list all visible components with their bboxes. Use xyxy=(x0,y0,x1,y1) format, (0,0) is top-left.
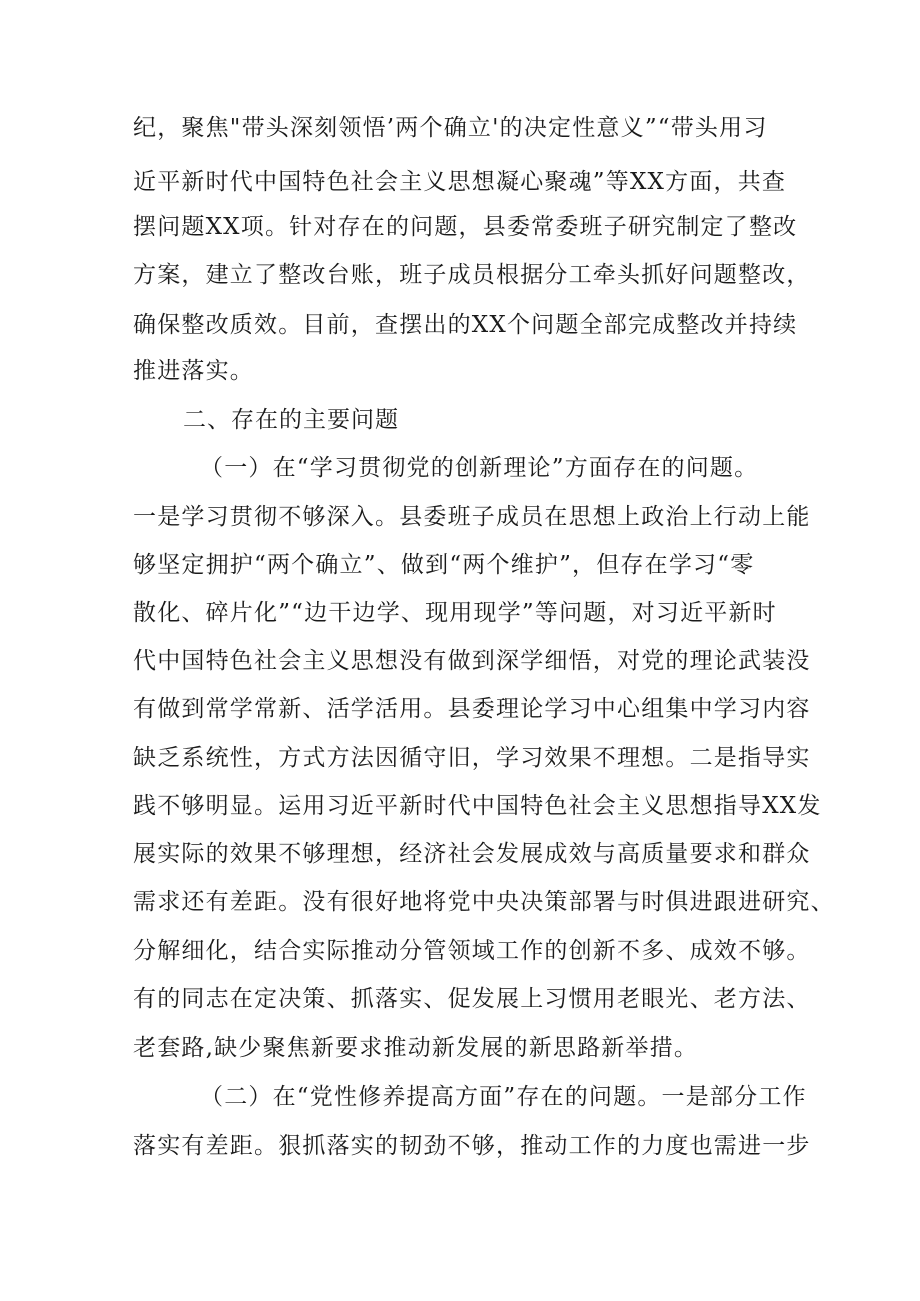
paragraph-line: 近平新时代中国特色社会主义思想凝心聚魂”等XX方面，共查 xyxy=(133,169,787,195)
paragraph-line: 一是学习贯彻不够深入。县委班子成员在思想上政治上行动上能 xyxy=(133,504,811,530)
paragraph-line: 展实际的效果不够理想，经济社会发展成效与高质量要求和群众 xyxy=(133,841,811,867)
paragraph-line: 需求还有差距。没有很好地将党中央决策部署与时俱进跟进研究、 xyxy=(133,889,835,915)
paragraph-line: 推进落实。 xyxy=(133,358,254,384)
paragraph-line: 有做到常学常新、活学活用。县委理论学习中心组集中学习内容 xyxy=(133,696,811,722)
paragraph-line: 落实有差距。狠抓落实的韧劲不够，推动工作的力度也需进一步 xyxy=(133,1133,811,1159)
paragraph-line: 散化、碎片化”“边干边学、现用现学”等问题，对习近平新时 xyxy=(133,600,777,626)
paragraph-line: 确保整改质效。目前，查摆出的XX个问题全部完成整改并持续 xyxy=(133,312,798,338)
subsection-heading: （二）在“党性修养提高方面”存在的问题。一是部分工作 xyxy=(200,1084,807,1110)
paragraph-line: 够坚定拥护“两个确立”、做到“两个维护”，但存在学习“零 xyxy=(133,552,755,578)
paragraph-line: 纪，聚焦"带头深刻领悟’两个确立'的决定性意义”“带头用习 xyxy=(133,115,768,141)
paragraph-line: 摆问题XX项。针对存在的问题，县委常委班子研究制定了整改 xyxy=(133,214,798,240)
subsection-heading: （一）在“学习贯彻党的创新理论”方面存在的问题。 xyxy=(200,455,759,481)
paragraph-line: 代中国特色社会主义思想没有做到深学细悟，对党的理论武装没 xyxy=(133,648,811,674)
paragraph-line: 践不够明显。运用习近平新时代中国特色社会主义思想指导XX发 xyxy=(133,793,822,819)
paragraph-line: 方案，建立了整改台账，班子成员根据分工牵头抓好问题整改， xyxy=(133,262,811,288)
section-heading: 二、存在的主要问题 xyxy=(183,407,399,433)
paragraph-line: 有的同志在定决策、抓落实、促发展上习惯用老眼光、老方法、 xyxy=(133,986,811,1012)
paragraph-line: 老套路,缺少聚焦新要求推动新发展的新思路新举措。 xyxy=(133,1035,699,1061)
paragraph-line: 缺乏系统性，方式方法因循守旧，学习效果不理想。二是指导实 xyxy=(133,745,811,771)
paragraph-line: 分解细化，结合实际推动分管领域工作的创新不多、成效不够。 xyxy=(133,938,811,964)
